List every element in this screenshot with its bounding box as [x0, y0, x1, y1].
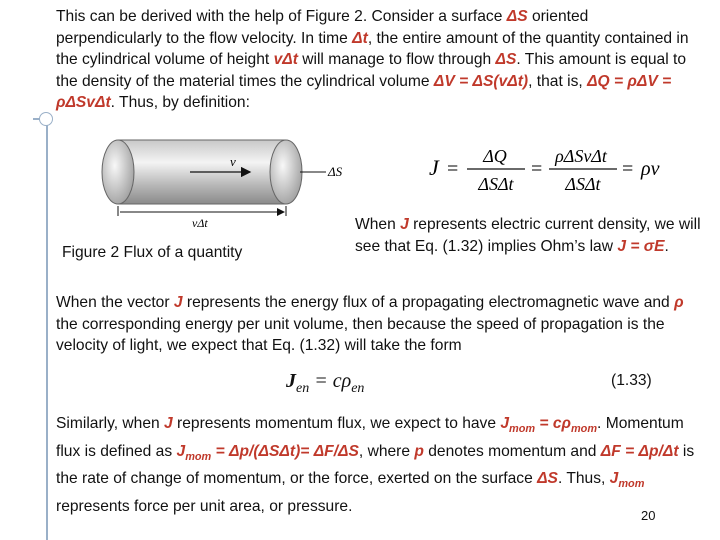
paragraph-energy-flux: When the vector J represents the energy flux of a propagating electromagnetic wave and ρ the corresponding energy per unit volume, then because the speed of propagation is the velocity of light, we expect that Eq. (1.32) will take the form: [56, 294, 684, 355]
svg-text:=: =: [531, 158, 543, 180]
label-vdt: vΔt: [192, 216, 208, 230]
paragraph-ohms-law: When J represents electric current density, we will see that Eq. (1.32) implies Ohm’s law J = σE.: [355, 216, 701, 255]
paragraph-derivation: This can be derived with the help of Figure 2. Consider a surface ΔS oriented perpendicularly to the flow velocity. In time Δt, the entire amount of the quantity contained in the cylindrical volume of height vΔt will manage to flow through ΔS. This amount is equal to the density of the material times the cylindrical volume ΔV = ΔS(vΔt), that is, ΔQ = ρΔV = ρΔSvΔt. Thus, by definition:: [56, 8, 689, 112]
svg-text:ρv: ρv: [641, 158, 660, 180]
svg-text:ΔSΔt: ΔSΔt: [565, 174, 601, 194]
figure-flux-cylinder: [80, 132, 370, 232]
svg-text:ρΔSvΔt: ρΔSvΔt: [555, 146, 607, 166]
equation-number: (1.33): [611, 372, 652, 389]
slide-rule-circle: [39, 112, 53, 126]
svg-text:=: =: [622, 158, 634, 180]
equation-1-32: [425, 140, 705, 200]
svg-text:ΔQ: ΔQ: [483, 146, 507, 166]
cylinder-left-cap: [102, 140, 134, 204]
slide-left-rule: [46, 118, 48, 540]
label-ds: ΔS: [328, 164, 343, 179]
figure-caption: Figure 2 Flux of a quantity: [62, 244, 243, 261]
svg-text:ΔSΔt: ΔSΔt: [478, 174, 514, 194]
surface-ds-ellipse: [270, 140, 302, 204]
paragraph-momentum-flux: Similarly, when J represents momentum flux, we expect to have $J_{mom} = c\rho_{mom}$. Momentum flux is defined as $J_{mom} = \Delta p/(\Delta S\Delta t)= \Delta F/\Delta S$, where p denotes momentum and ΔF = Δp/Δt is the rate of change of momentum, or the force, exerted on the surface ΔS. Thus, $J_{mom}$ represents force per unit area, or pressure.: [56, 415, 695, 516]
equation-1-33: $J_{en} = c\rho_{en}$: [286, 370, 365, 396]
svg-text:J: J: [429, 155, 439, 180]
label-v: v: [230, 154, 236, 169]
page-number: 20: [641, 508, 656, 523]
svg-text:=: =: [447, 158, 459, 180]
